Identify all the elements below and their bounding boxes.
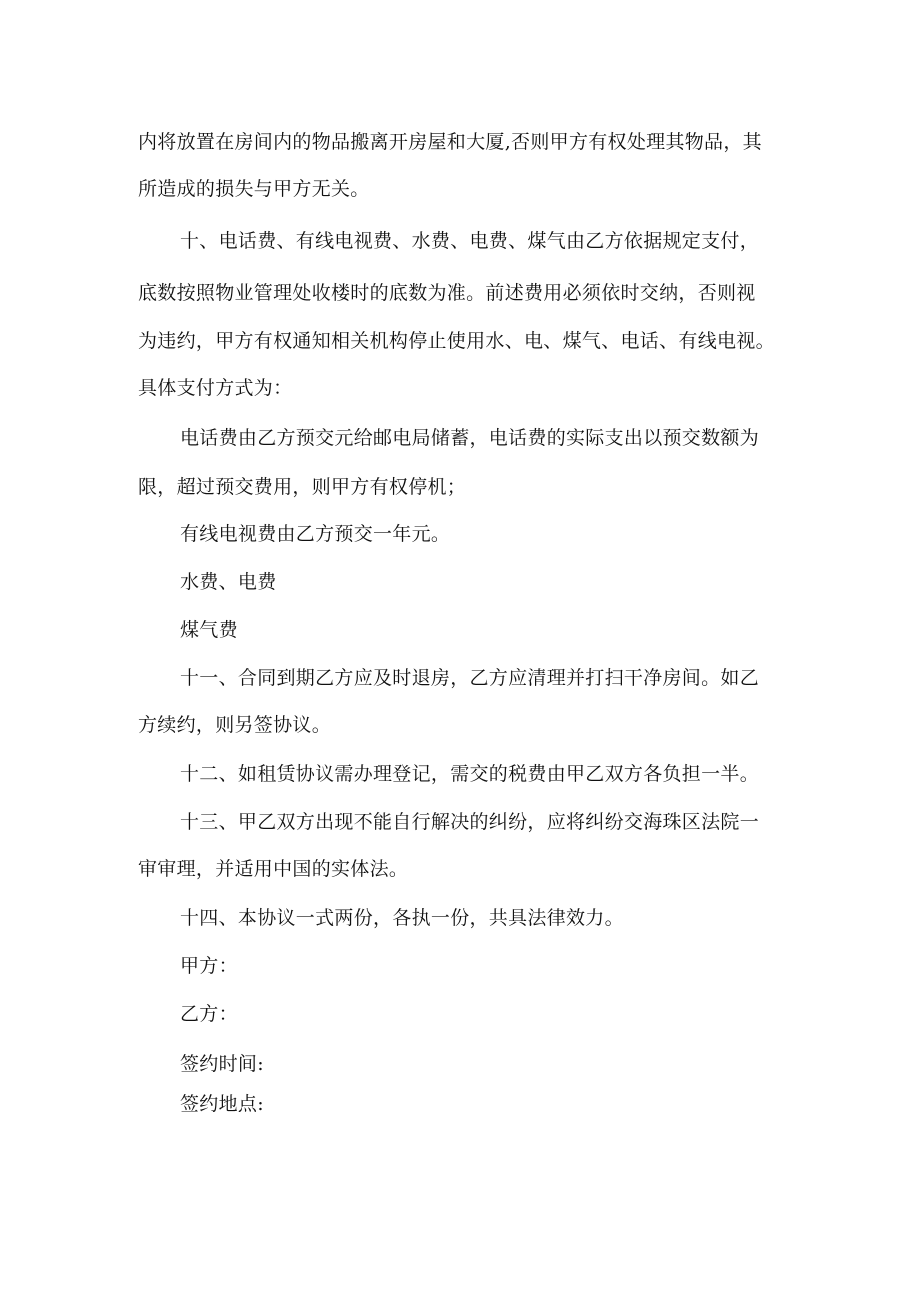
text-line-payment-method: 具体支付方式为： bbox=[138, 377, 293, 399]
text-line-cable-fee: 有线电视费由乙方预交一年元。 bbox=[180, 523, 451, 545]
text-line-clause-11-2: 方续约，则另签协议。 bbox=[138, 714, 332, 736]
text-line-clause-13-2: 审审理，并适用中国的实体法。 bbox=[138, 858, 409, 880]
text-line-clause-9-end-2: 所造成的损失与甲方无关。 bbox=[138, 178, 370, 200]
text-line-clause-13: 十三、甲乙双方出现不能自行解决的纠纷，应将纠纷交海珠区法院一 bbox=[180, 811, 760, 833]
text-line-clause-9-end: 内将放置在房间内的物品搬离开房屋和大厦,否则甲方有权处理其物品，其 bbox=[138, 131, 762, 153]
signing-time-label: 签约时间: bbox=[180, 1053, 264, 1075]
text-line-water-electric-fee: 水费、电费 bbox=[180, 571, 277, 593]
text-line-phone-fee-2: 限，超过预交费用，则甲方有权停机； bbox=[138, 476, 467, 498]
text-line-phone-fee: 电话费由乙方预交元给邮电局储蓄，电话费的实际支出以预交数额为 bbox=[180, 427, 760, 449]
text-line-clause-12: 十二、如租赁协议需办理登记，需交的税费由甲乙双方各负担一半。 bbox=[180, 763, 760, 785]
text-line-clause-10-3: 为违约，甲方有权通知相关机构停止使用水、电、煤气、电话、有线电视。 bbox=[138, 330, 775, 352]
party-b-label: 乙方： bbox=[180, 1003, 238, 1025]
signing-place-label: 签约地点: bbox=[180, 1093, 264, 1115]
text-line-clause-10: 十、电话费、有线电视费、水费、电费、煤气由乙方依据规定支付， bbox=[180, 230, 760, 252]
text-line-clause-11: 十一、合同到期乙方应及时退房，乙方应清理并打扫干净房间。如乙 bbox=[180, 667, 760, 689]
text-line-clause-14: 十四、本协议一式两份，各执一份，共具法律效力。 bbox=[180, 907, 624, 929]
text-line-clause-10-2: 底数按照物业管理处收楼时的底数为准。前述费用必须依时交纳，否则视 bbox=[138, 282, 756, 304]
text-line-gas-fee: 煤气费 bbox=[180, 619, 238, 641]
party-a-label: 甲方： bbox=[180, 955, 238, 977]
